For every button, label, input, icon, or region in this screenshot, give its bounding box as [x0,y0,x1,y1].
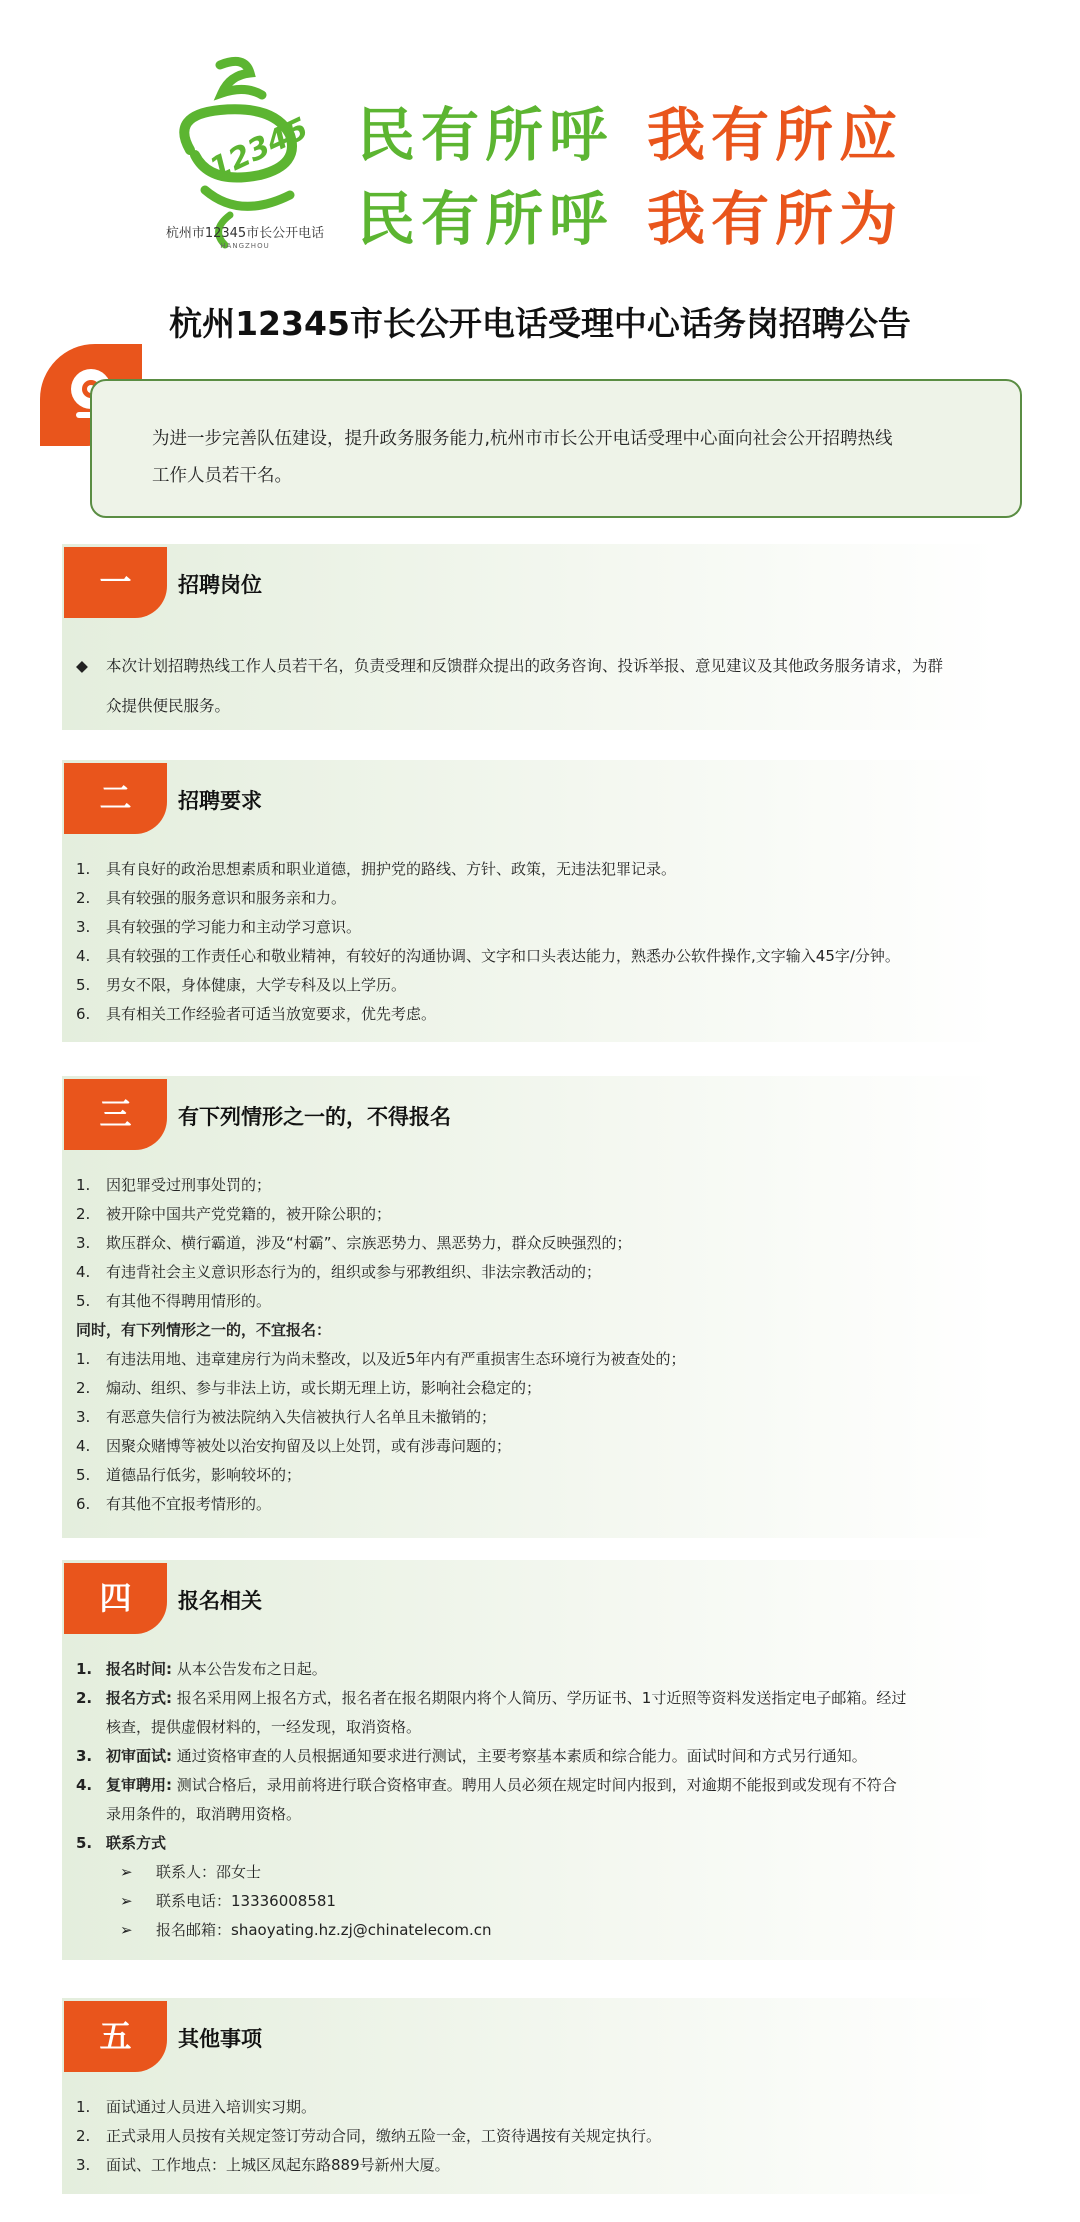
item-text: 面试通过人员进入培训实习期。 [106,2098,317,2116]
section-disqualifications [62,1076,998,1538]
list-item: 3. 面试、工作地点：上城区凤起东路889号新州大厦。 [76,2151,986,2180]
list-item: 2. 具有较强的服务意识和服务亲和力。 [76,884,986,913]
arrow-bullet-icon: ➢ [120,1921,133,1939]
list-item: 5. 男女不限，身体健康，大学专科及以上学历。 [76,971,986,1000]
item-text: 正式录用人员按有关规定签订劳动合同，缴纳五险一金，工资待遇按有关规定执行。 [106,2127,662,2145]
list-item: 5. 道德品行低劣，影响较坏的； [76,1461,986,1490]
item-text: 有其他不宜报考情形的。 [106,1495,272,1513]
item-text: 具有相关工作经验者可适当放宽要求，优先考虑。 [106,1005,437,1023]
item-text: 具有良好的政治思想素质和职业道德，拥护党的路线、方针、政策，无违法犯罪记录。 [106,860,677,878]
list-item: 3. 具有较强的学习能力和主动学习意识。 [76,913,986,942]
item-text: 具有较强的服务意识和服务亲和力。 [106,889,347,907]
slogan-line-2 [357,172,903,256]
slogan-2-orange: 我有所为 [647,185,904,253]
section-requirements [62,760,998,1042]
list-item: 2. 被开除中国共产党党籍的，被开除公职的； [76,1200,986,1229]
list-item: 6. 具有相关工作经验者可适当放宽要求，优先考虑。 [76,1000,986,1029]
list-item: 4. 复审聘用: 测试合格后，录用前将进行联合资格审查。聘用人员必须在规定时间内报到，对逾期不能报到或发现有不符合 [76,1776,897,1794]
item-text: 报名采用网上报名方式，报名者在报名期限内将个人简历、学历证书、1寸近照等资料发送指定电子邮箱。经过 [176,1689,907,1707]
section-title: 招聘要求 [178,789,262,813]
section-positions [62,544,998,730]
item-label: 联系方式 [106,1834,167,1852]
logo-subtext: HANGZHOU [220,242,270,250]
intro-box [90,379,1022,518]
list-item: 3. 初审面试: 通过资格审查的人员根据通知要求进行测试，主要考察基本素质和综合能力。面试时间和方式另行通知。 [76,1747,867,1765]
list-item: 2. 正式录用人员按有关规定签订劳动合同，缴纳五险一金，工资待遇按有关规定执行。 [76,2122,986,2151]
contact-phone: 联系电话：13336008581 [156,1892,336,1910]
page-title: 杭州12345市长公开电话受理中心话务岗招聘公告 [169,304,911,343]
list-item: 1. 报名时间: 从本公告发布之日起。 [76,1660,327,1678]
section-content [76,646,996,726]
list-item: 4. 因聚众赌博等被处以治安拘留及以上处罚，或有涉毒问题的； [76,1432,986,1461]
item-text: 道德品行低劣，影响较坏的； [106,1466,302,1484]
item-text: 有违背社会主义意识形态行为的，组织或参与邪教组织、非法宗教活动的； [106,1263,602,1281]
list-item: 2. 煽动、组织、参与非法上访，或长期无理上访，影响社会稳定的； [76,1374,986,1403]
list-item [76,646,996,686]
item-label: 复审聘用: [106,1776,172,1794]
list-item: 4. 有违背社会主义意识形态行为的，组织或参与邪教组织、非法宗教活动的； [76,1258,986,1287]
item-text: 有恶意失信行为被法院纳入失信被执行人名单且未撤销的； [106,1408,497,1426]
contact-email: 报名邮箱：shaoyating.hz.zj@chinatelecom.cn [156,1921,492,1939]
slogan-2-green: 民有所呼 [357,185,614,253]
section-content [76,1171,986,1519]
item-text-continued: 录用条件的，取消聘用资格。 [106,1805,302,1823]
logo-text: 杭州市12345市长公开电话 [165,226,325,241]
item-text: 有违法用地、违章建房行为尚未整改，以及近5年内有严重损害生态环境行为被查处的； [106,1350,686,1368]
intro-line-1: 为进一步完善队伍建设，提升政务服务能力,杭州市市长公开电话受理中心面向社会公开招聘热线 [152,429,893,449]
arrow-bullet-icon: ➢ [120,1863,133,1881]
subheading: 同时，有下列情形之一的，不宜报名： [76,1321,332,1339]
section-title: 有下列情形之一的，不得报名 [178,1105,451,1129]
list-item: 1. 面试通过人员进入培训实习期。 [76,2093,986,2122]
section-registration [62,1560,998,1960]
item-text: 欺压群众、横行霸道，涉及“村霸”、宗族恶势力、黑恶势力，群众反映强烈的； [106,1234,632,1252]
contact-item [76,1887,986,1916]
item-text: 因聚众赌博等被处以治安拘留及以上处罚，或有涉毒问题的； [106,1437,512,1455]
list-item: 4. 具有较强的工作责任心和敬业精神，有较好的沟通协调、文字和口头表达能力，熟悉办公软件操作,文字输入45字/分钟。 [76,942,986,971]
item-text: 煽动、组织、参与非法上访，或长期无理上访，影响社会稳定的； [106,1379,542,1397]
header [0,0,1080,280]
item-text: 通过资格审查的人员根据通知要求进行测试，主要考察基本素质和综合能力。面试时间和方式另行通知。 [176,1747,867,1765]
item-label: 报名时间: [106,1660,172,1678]
slogan-1-green: 民有所呼 [357,101,614,169]
section-badge: 三 [64,1079,167,1150]
item-text: 有其他不得聘用情形的。 [106,1292,272,1310]
list-item: 6. 有其他不宜报考情形的。 [76,1490,986,1519]
item-text: 面试、工作地点：上城区凤起东路889号新州大厦。 [106,2156,450,2174]
item-text-continued: 核查，提供虚假材料的，一经发现，取消资格。 [106,1718,422,1736]
contact-item [76,1858,986,1887]
item-label: 初审面试: [106,1747,172,1765]
section-content [76,855,986,1029]
item-text: 具有较强的工作责任心和敬业精神，有较好的沟通协调、文字和口头表达能力，熟悉办公软件操作,文字输入45字/分钟。 [106,947,900,965]
diamond-bullet-icon: ◆ [76,657,88,675]
list-item: 1. 因犯罪受过刑事处罚的； [76,1171,986,1200]
contact-person: 联系人：邵女士 [156,1863,262,1881]
list-item: 5. 有其他不得聘用情形的。 [76,1287,986,1316]
item-label: 报名方式: [106,1689,172,1707]
item-text-continued: 众提供便民服务。 [106,697,231,715]
item-text: 男女不限，身体健康，大学专科及以上学历。 [106,976,407,994]
list-item: 1. 具有良好的政治思想素质和职业道德，拥护党的路线、方针、政策，无违法犯罪记录。 [76,855,986,884]
arrow-bullet-icon: ➢ [120,1892,133,1910]
item-text: 具有较强的学习能力和主动学习意识。 [106,918,362,936]
list-item: 3. 有恶意失信行为被法院纳入失信被执行人名单且未撤销的； [76,1403,986,1432]
section-badge: 一 [64,547,167,618]
intro-text [152,421,992,495]
list-item: 1. 有违法用地、违章建房行为尚未整改，以及近5年内有严重损害生态环境行为被查处的； [76,1345,986,1374]
slogan-1-orange: 我有所应 [647,101,904,169]
section-other-matters [62,1998,998,2194]
item-text: 测试合格后，录用前将进行联合资格审查。聘用人员必须在规定时间内报到，对逾期不能报到或发现有不符合 [176,1776,897,1794]
item-text: 从本公告发布之日起。 [176,1660,327,1678]
list-item: 5. 联系方式 [76,1829,986,1858]
section-title: 报名相关 [178,1589,262,1613]
section-content [76,1655,986,1945]
slogan-line-1 [357,88,903,172]
intro-line-2: 工作人员若干名。 [152,466,292,486]
section-content [76,2093,986,2180]
section-title: 招聘岗位 [178,573,262,597]
section-title: 其他事项 [178,2027,262,2051]
item-text: 本次计划招聘热线工作人员若干名，负责受理和反馈群众提出的政务咨询、投诉举报、意见建议及其他政务服务请求，为群 [106,657,944,675]
list-item: 3. 欺压群众、横行霸道，涉及“村霸”、宗族恶势力、黑恶势力，群众反映强烈的； [76,1229,986,1258]
section-badge: 二 [64,763,167,834]
item-text: 因犯罪受过刑事处罚的； [106,1176,272,1194]
item-text: 被开除中国共产党党籍的，被开除公职的； [106,1205,392,1223]
list-item: 2. 报名方式: 报名采用网上报名方式，报名者在报名期限内将个人简历、学历证书、1寸近照等资料发送指定电子邮箱。经过 [76,1689,907,1707]
svg-text:12345: 12345 [204,111,314,187]
contact-item [76,1916,986,1945]
section-badge: 五 [64,2001,167,2072]
section-badge: 四 [64,1563,167,1634]
